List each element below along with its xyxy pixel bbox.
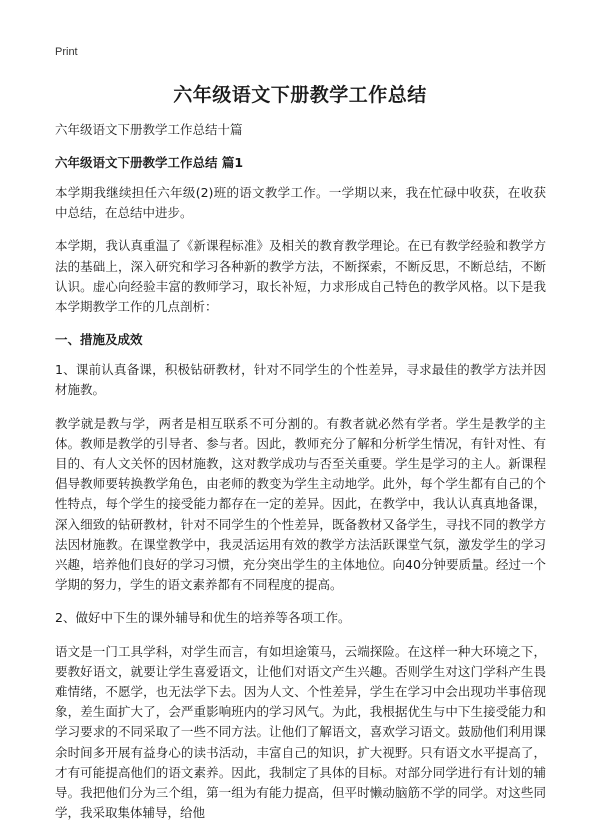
paragraph-point-2: 2、做好中下生的课外辅导和优生的培养等各项工作。 xyxy=(55,610,351,626)
paragraph-point-1: 1、课前认真备课，积极钻研教材，针对不同学生的个性差异，寻求最佳的教学方法并因材施教。 xyxy=(55,362,546,398)
document-body xyxy=(55,120,546,836)
paragraph-overview: 本学期，我认真重温了《新课程标准》及相关的教育教学理论。在已有教学经验和教学方法的基础上，深入研究和学习各种新的教学方法，不断探索，不断反思，不断总结，不断认识。虚心向经验丰富的教师学习，取长补短，力求形成自己特色的教学风格。以下是我本学期教学工作的几点剖析： xyxy=(55,238,546,315)
section-heading: 六年级语文下册教学工作总结 篇1 xyxy=(55,155,244,170)
paragraph-intro: 本学期我继续担任六年级(2)班的语文教学工作。一学期以来，我在忙碌中收获，在收获中总结，在总结中进步。 xyxy=(55,185,546,221)
paragraph-teaching: 教学就是教与学，两者是相互联系不可分割的。有教者就必然有学者。学生是教学的主体。教师是教学的引导者、参与者。因此，教师充分了解和分析学生情况，有针对性、有目的、有人文关怀的因材施教，这对教学成功与否至关重要。学生是学习的主人。新课程倡导教师要转换教学角色，由老师的教变为学生主动地学。此外，每个学生都有自己的个性特点，每个学生的接受能力都存在一定的差异。因此，在教学中，我认认真真地备课，深入细致的钻研教材，针对不同学生的个性差异，既备教材又备学生，寻找不同的教学方法因材施教。在课堂教学中，我灵活运用有效的教学方法活跃课堂气氛，激发学生的学习兴趣，培养他们良好的学习习惯，充分突出学生的主体地位。向40分钟要质量。经过一个学期的努力，学生的语文素养都有不同程度的提高。 xyxy=(55,415,546,593)
subsection-heading: 一、措施及成效 xyxy=(55,332,143,348)
paragraph-tutoring: 语文是一门工具学科，对学生而言，有如坦途策马，云端探险。在这样一种大环境之下，要教好语文，就要让学生喜爱语文，让他们对语文产生兴趣。否则学生对这门学科产生畏难情绪，不愿学，也无法学下去。因为人文、个性差异，学生在学习中会出现功半事倍现象，差生面扩大了，会严重影响班内的学习风气。为此，我根据优生与中下生接受能力和学习要求的不同采取了一些不同方法。让他们了解语文，喜欢学习语文。鼓励他们利用课余时间多开展有益身心的读书活动，丰富自己的知识，扩大视野。只有语文水平提高了，才有可能提高他们的语文素养。因此，我制定了具体的目标。对部分同学进行有计划的辅导。我把他们分为三个组，第一组为有能力提高，但平时懒动脑筋不学的同学。对这些同学，我采取集体辅导，给他 xyxy=(55,643,546,821)
document-subtitle: 六年级语文下册教学工作总结十篇 xyxy=(55,122,243,137)
document-title: 六年级语文下册教学工作总结 xyxy=(173,84,427,106)
print-link[interactable]: Print xyxy=(55,46,78,58)
